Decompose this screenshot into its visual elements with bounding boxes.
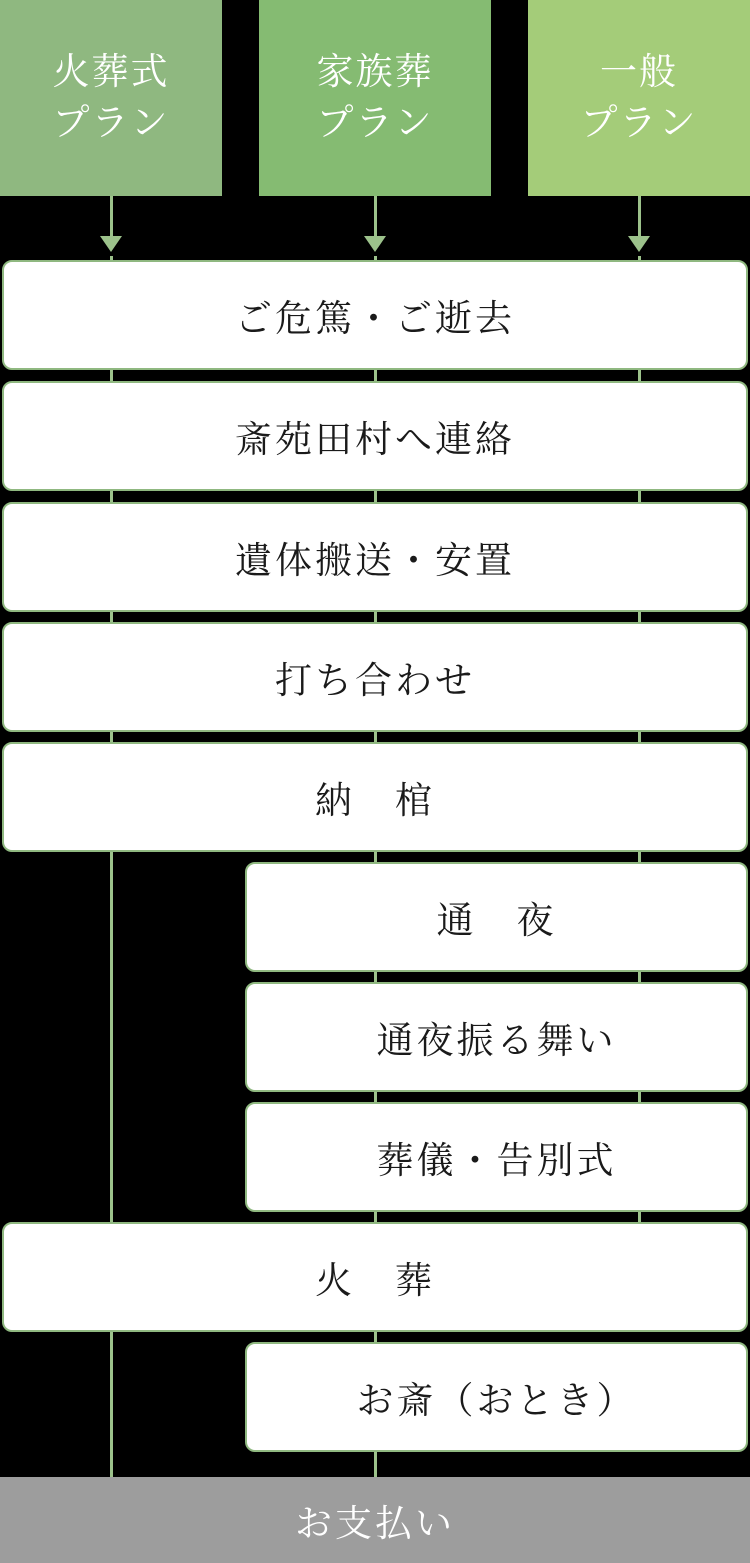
plan-header-cremation[interactable] <box>0 0 222 196</box>
step-label: ご危篤・ご逝去 <box>235 299 515 340</box>
plan-header-line2: プラン <box>316 103 434 144</box>
step-box-6[interactable] <box>245 862 748 972</box>
step-label: 納 棺 <box>315 781 435 822</box>
plan-header-general[interactable] <box>528 0 750 196</box>
step-label: 打ち合わせ <box>275 661 475 702</box>
payment-label: お支払い <box>295 1504 455 1545</box>
step-box-4[interactable] <box>2 622 748 732</box>
step-label: 斎苑田村へ連絡 <box>235 420 515 461</box>
plan-header-line1: 家族葬 <box>316 51 434 93</box>
step-label: 通夜振る舞い <box>376 1021 617 1062</box>
plan-header-line1: 火葬式 <box>52 51 170 93</box>
step-label: お斎（おとき） <box>356 1381 637 1422</box>
plan-header-family[interactable] <box>259 0 491 196</box>
step-label: 葬儀・告別式 <box>376 1141 617 1182</box>
step-box-10[interactable] <box>245 1342 748 1452</box>
step-box-9[interactable] <box>2 1222 748 1332</box>
step-box-2[interactable] <box>2 381 748 491</box>
step-box-8[interactable] <box>245 1102 748 1212</box>
plan-header-line2: プラン <box>580 103 698 144</box>
payment-bar[interactable] <box>0 1477 750 1563</box>
step-label: 遺体搬送・安置 <box>235 541 515 582</box>
step-box-5[interactable] <box>2 742 748 852</box>
step-label: 通 夜 <box>436 901 557 942</box>
plan-header-line1: 一般 <box>600 51 678 93</box>
step-box-7[interactable] <box>245 982 748 1092</box>
step-label: 火 葬 <box>315 1261 435 1302</box>
plan-header-line2: プラン <box>52 103 170 144</box>
step-box-3[interactable] <box>2 502 748 612</box>
step-box-1[interactable] <box>2 260 748 370</box>
